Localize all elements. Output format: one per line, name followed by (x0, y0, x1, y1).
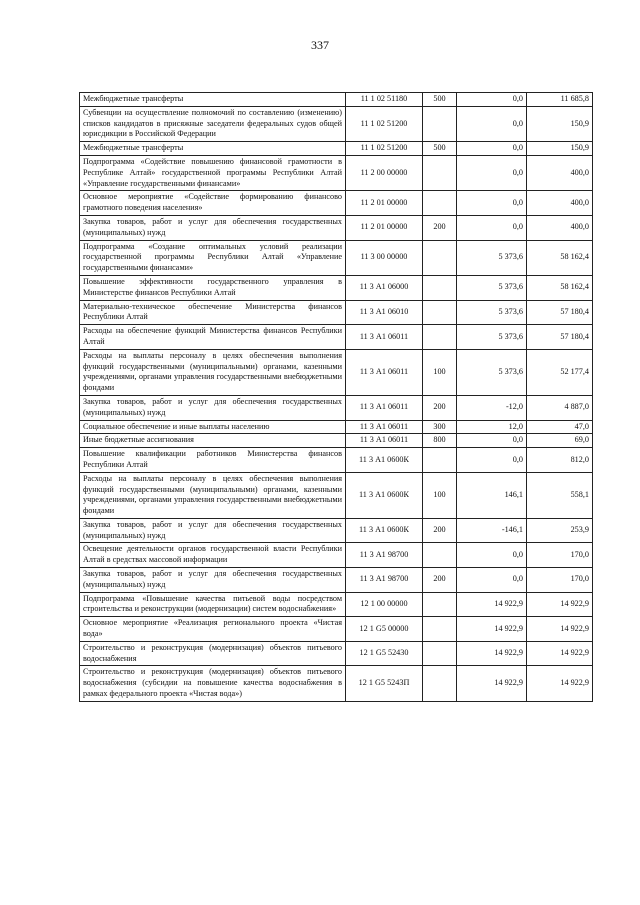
table-row (80, 448, 593, 473)
row-name-cell: Повышение эффективности государственного управления в Министерстве финансов Республики Алтай (80, 275, 346, 300)
expense-type-code-cell (423, 543, 457, 568)
total-amount-cell: 170,0 (527, 568, 593, 593)
row-name-cell: Субвенции на осуществление полномочий по составлению (изменению) списков кандидатов в присяжные заседатели федеральных судов общей юрисдикции в Российской Федерации (80, 106, 346, 141)
table-row (80, 349, 593, 395)
expense-type-code-cell (423, 191, 457, 216)
change-amount-cell: 14 922,9 (457, 617, 527, 642)
table-row (80, 275, 593, 300)
expense-type-code-cell: 200 (423, 568, 457, 593)
row-name-cell: Строительство и реконструкция (модернизация) объектов питьевого водоснабжения (субсидии на повышение качества водоснабжения в рамках федерального проекта «Чистая вода») (80, 666, 346, 701)
target-article-code-cell: 12 1 G5 00000 (346, 617, 423, 642)
expense-type-code-cell (423, 300, 457, 325)
total-amount-cell: 150,9 (527, 106, 593, 141)
total-amount-cell: 69,0 (527, 434, 593, 448)
row-name-cell: Закупка товаров, работ и услуг для обеспечения государственных (муниципальных) нужд (80, 395, 346, 420)
row-name-cell: Закупка товаров, работ и услуг для обеспечения государственных (муниципальных) нужд (80, 518, 346, 543)
table-row (80, 215, 593, 240)
target-article-code-cell: 11 3 А1 0600К (346, 472, 423, 518)
table-row (80, 155, 593, 190)
total-amount-cell: 150,9 (527, 142, 593, 156)
target-article-code-cell: 11 2 01 00000 (346, 191, 423, 216)
change-amount-cell: 0,0 (457, 93, 527, 107)
row-name-cell: Материально-техническое обеспечение Министерства финансов Республики Алтай (80, 300, 346, 325)
change-amount-cell: 14 922,9 (457, 666, 527, 701)
target-article-code-cell: 11 3 00 00000 (346, 240, 423, 275)
expense-type-code-cell (423, 666, 457, 701)
budget-table (79, 92, 593, 702)
table-row (80, 300, 593, 325)
total-amount-cell: 4 887,0 (527, 395, 593, 420)
total-amount-cell: 58 162,4 (527, 240, 593, 275)
table-row (80, 395, 593, 420)
expense-type-code-cell (423, 617, 457, 642)
expense-type-code-cell: 200 (423, 518, 457, 543)
row-name-cell: Межбюджетные трансферты (80, 142, 346, 156)
total-amount-cell: 57 180,4 (527, 325, 593, 350)
total-amount-cell: 170,0 (527, 543, 593, 568)
total-amount-cell: 400,0 (527, 215, 593, 240)
table-row (80, 666, 593, 701)
change-amount-cell: 5 373,6 (457, 325, 527, 350)
change-amount-cell: 0,0 (457, 543, 527, 568)
expense-type-code-cell: 200 (423, 395, 457, 420)
total-amount-cell: 14 922,9 (527, 617, 593, 642)
total-amount-cell: 400,0 (527, 155, 593, 190)
target-article-code-cell: 12 1 00 00000 (346, 592, 423, 617)
row-name-cell: Подпрограмма «Создание оптимальных условий реализации государственной программы Республики Алтай «Управление государственными финансами» (80, 240, 346, 275)
expense-type-code-cell (423, 641, 457, 666)
expense-type-code-cell: 500 (423, 142, 457, 156)
table-row (80, 434, 593, 448)
change-amount-cell: -12,0 (457, 395, 527, 420)
target-article-code-cell: 11 3 А1 0600К (346, 448, 423, 473)
target-article-code-cell: 11 3 А1 06011 (346, 420, 423, 434)
row-name-cell: Подпрограмма «Повышение качества питьевой воды посредством строительства и реконструкции (модернизации) систем водоснабжения» (80, 592, 346, 617)
target-article-code-cell: 11 1 02 51200 (346, 106, 423, 141)
expense-type-code-cell: 500 (423, 93, 457, 107)
row-name-cell: Основное мероприятие «Содействие формированию финансово грамотного поведения населения» (80, 191, 346, 216)
table-row (80, 325, 593, 350)
change-amount-cell: 0,0 (457, 568, 527, 593)
target-article-code-cell: 11 3 А1 06011 (346, 395, 423, 420)
change-amount-cell: 5 373,6 (457, 275, 527, 300)
total-amount-cell: 47,0 (527, 420, 593, 434)
target-article-code-cell: 11 3 А1 06011 (346, 349, 423, 395)
expense-type-code-cell (423, 448, 457, 473)
target-article-code-cell: 12 1 G5 52430 (346, 641, 423, 666)
target-article-code-cell: 11 1 02 51200 (346, 142, 423, 156)
expense-type-code-cell: 100 (423, 349, 457, 395)
target-article-code-cell: 11 3 А1 06011 (346, 434, 423, 448)
table-row (80, 142, 593, 156)
table-row (80, 592, 593, 617)
row-name-cell: Подпрограмма «Содействие повышению финансовой грамотности в Республике Алтай» государственной программы Республики Алтай «Управление государственными финансами» (80, 155, 346, 190)
change-amount-cell: 5 373,6 (457, 349, 527, 395)
total-amount-cell: 58 162,4 (527, 275, 593, 300)
row-name-cell: Социальное обеспечение и иные выплаты населению (80, 420, 346, 434)
table-row (80, 106, 593, 141)
total-amount-cell: 14 922,9 (527, 592, 593, 617)
expense-type-code-cell: 100 (423, 472, 457, 518)
row-name-cell: Закупка товаров, работ и услуг для обеспечения государственных (муниципальных) нужд (80, 215, 346, 240)
change-amount-cell: 0,0 (457, 155, 527, 190)
change-amount-cell: 0,0 (457, 191, 527, 216)
row-name-cell: Иные бюджетные ассигнования (80, 434, 346, 448)
table-row (80, 240, 593, 275)
total-amount-cell: 57 180,4 (527, 300, 593, 325)
table-row (80, 641, 593, 666)
target-article-code-cell: 11 2 01 00000 (346, 215, 423, 240)
change-amount-cell: 5 373,6 (457, 300, 527, 325)
target-article-code-cell: 11 3 А1 06000 (346, 275, 423, 300)
expense-type-code-cell (423, 155, 457, 190)
total-amount-cell: 14 922,9 (527, 666, 593, 701)
row-name-cell: Закупка товаров, работ и услуг для обеспечения государственных (муниципальных) нужд (80, 568, 346, 593)
table-row (80, 420, 593, 434)
total-amount-cell: 558,1 (527, 472, 593, 518)
page-number: 337 (311, 38, 329, 52)
row-name-cell: Основное мероприятие «Реализация регионального проекта «Чистая вода» (80, 617, 346, 642)
table-row (80, 568, 593, 593)
row-name-cell: Строительство и реконструкция (модернизация) объектов питьевого водоснабжения (80, 641, 346, 666)
target-article-code-cell: 11 3 А1 98700 (346, 543, 423, 568)
expense-type-code-cell (423, 240, 457, 275)
total-amount-cell: 400,0 (527, 191, 593, 216)
change-amount-cell: -146,1 (457, 518, 527, 543)
row-name-cell: Повышение квалификации работников Министерства финансов Республики Алтай (80, 448, 346, 473)
expense-type-code-cell (423, 275, 457, 300)
row-name-cell: Расходы на обеспечение функций Министерства финансов Республики Алтай (80, 325, 346, 350)
expense-type-code-cell: 300 (423, 420, 457, 434)
change-amount-cell: 12,0 (457, 420, 527, 434)
table-row (80, 518, 593, 543)
row-name-cell: Освещение деятельности органов государственной власти Республики Алтай в средствах массовой информации (80, 543, 346, 568)
expense-type-code-cell (423, 325, 457, 350)
change-amount-cell: 0,0 (457, 448, 527, 473)
change-amount-cell: 0,0 (457, 434, 527, 448)
change-amount-cell: 14 922,9 (457, 641, 527, 666)
table-row (80, 93, 593, 107)
row-name-cell: Межбюджетные трансферты (80, 93, 346, 107)
target-article-code-cell: 11 1 02 51180 (346, 93, 423, 107)
target-article-code-cell: 11 2 00 00000 (346, 155, 423, 190)
total-amount-cell: 11 685,8 (527, 93, 593, 107)
table-row (80, 191, 593, 216)
expense-type-code-cell: 800 (423, 434, 457, 448)
change-amount-cell: 146,1 (457, 472, 527, 518)
total-amount-cell: 14 922,9 (527, 641, 593, 666)
target-article-code-cell: 11 3 А1 0600К (346, 518, 423, 543)
change-amount-cell: 0,0 (457, 142, 527, 156)
expense-type-code-cell (423, 106, 457, 141)
target-article-code-cell: 11 3 А1 06011 (346, 325, 423, 350)
table-row (80, 617, 593, 642)
change-amount-cell: 14 922,9 (457, 592, 527, 617)
target-article-code-cell: 11 3 А1 98700 (346, 568, 423, 593)
total-amount-cell: 52 177,4 (527, 349, 593, 395)
row-name-cell: Расходы на выплаты персоналу в целях обеспечения выполнения функций государственными (муниципальными) органами, казенными учреждениями, органами управления государственными внебюджетными фондами (80, 349, 346, 395)
row-name-cell: Расходы на выплаты персоналу в целях обеспечения выполнения функций государственными (муниципальными) органами, казенными учреждениями, органами управления государственными внебюджетными фондами (80, 472, 346, 518)
target-article-code-cell: 11 3 А1 06010 (346, 300, 423, 325)
target-article-code-cell: 12 1 G5 5243П (346, 666, 423, 701)
expense-type-code-cell: 200 (423, 215, 457, 240)
change-amount-cell: 5 373,6 (457, 240, 527, 275)
change-amount-cell: 0,0 (457, 215, 527, 240)
change-amount-cell: 0,0 (457, 106, 527, 141)
total-amount-cell: 253,9 (527, 518, 593, 543)
table-row (80, 543, 593, 568)
expense-type-code-cell (423, 592, 457, 617)
total-amount-cell: 812,0 (527, 448, 593, 473)
table-row (80, 472, 593, 518)
